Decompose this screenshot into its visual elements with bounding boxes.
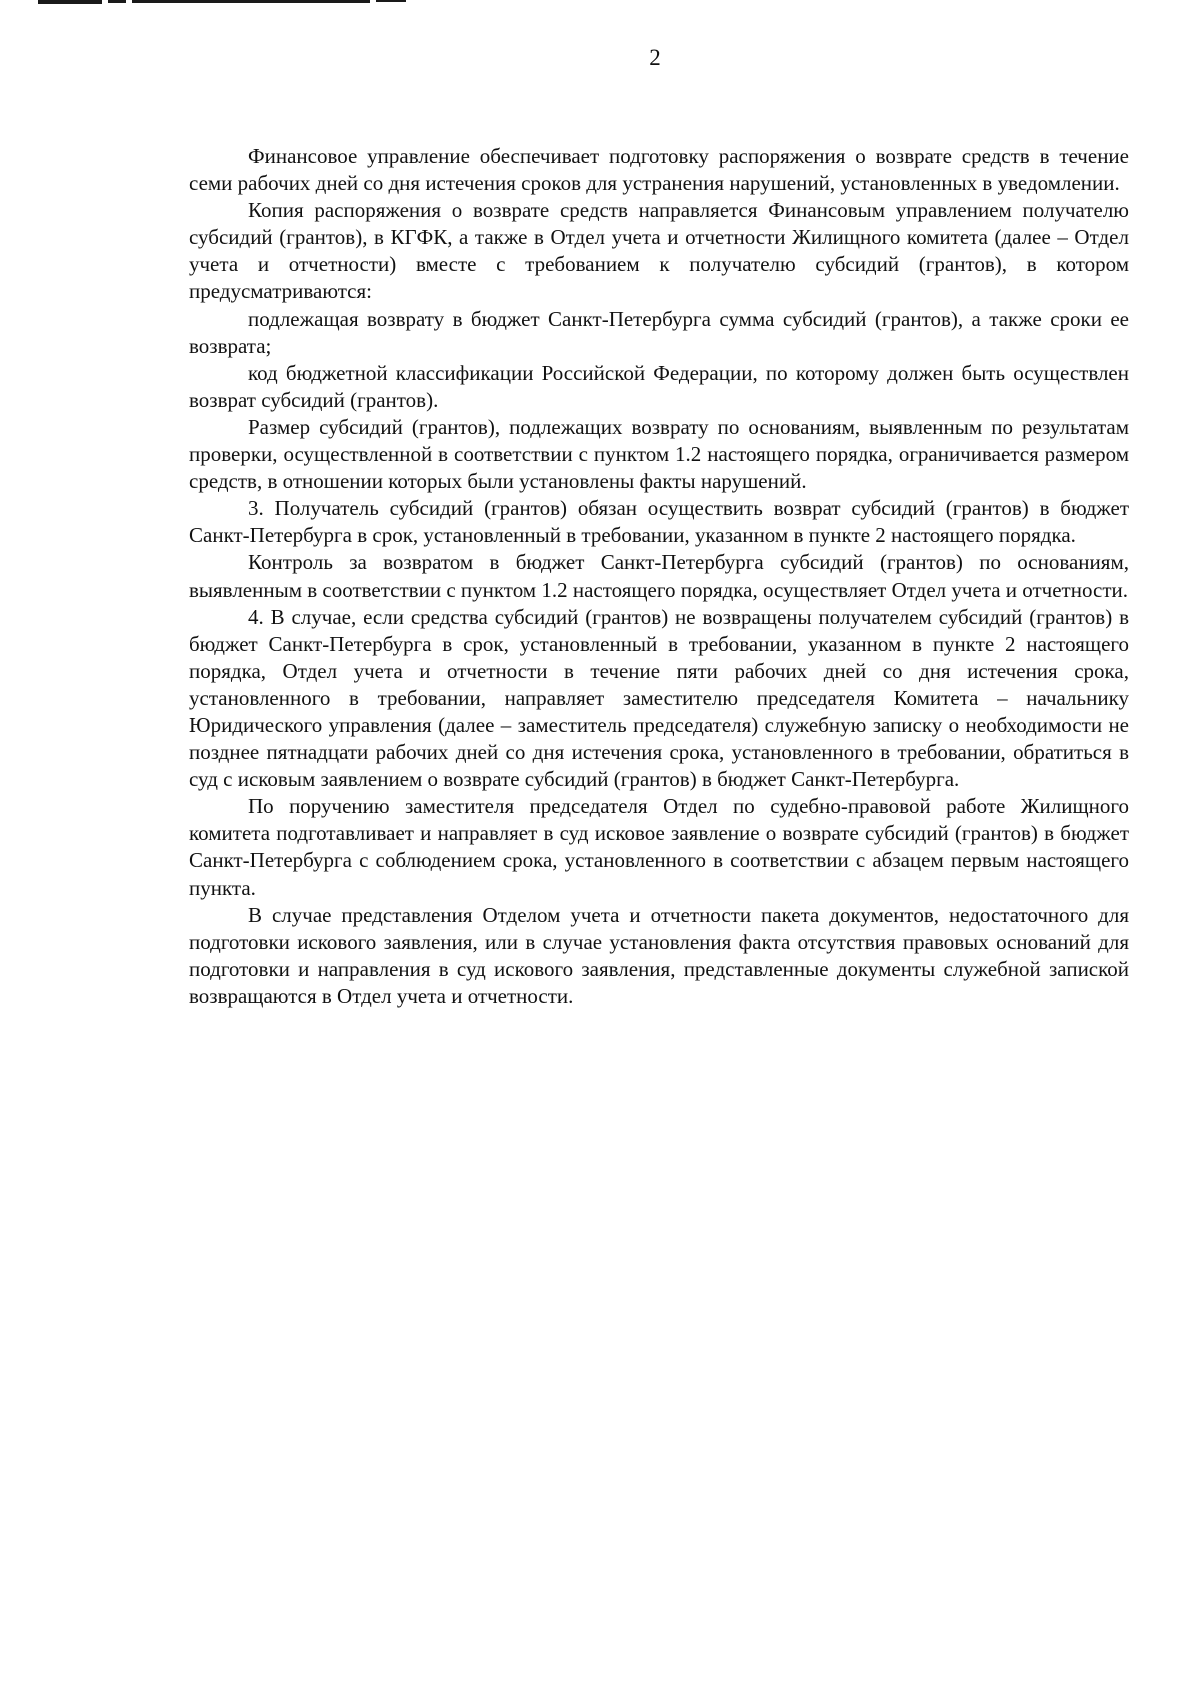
paragraph: По поручению заместителя председателя Отдел по судебно-правовой работе Жилищного комитета подготавливает и направляет в суд исковое заявление о возврате субсидий (грантов) в бюджет Санкт-Петербурга с соблюдением срока, установленного в соответствии с абзацем первым настоящего пункта. — [189, 794, 1129, 900]
paragraph: Копия распоряжения о возврате средств направляется Финансовым управлением получателю субсидий (грантов), в КГФК, а также в Отдел учета и отчетности Жилищного комитета (далее – Отдел учета и отчетности) вместе с требованием к получателю субсидий (грантов), в котором предусматриваются: — [189, 198, 1129, 304]
paragraph: Финансовое управление обеспечивает подготовку распоряжения о возврате средств в течение семи рабочих дней со дня истечения сроков для устранения нарушений, установленных в уведомлении. — [189, 144, 1129, 196]
paragraph: код бюджетной классификации Российской Федерации, по которому должен быть осуществлен возврат субсидий (грантов). — [189, 360, 1129, 412]
paragraph: Контроль за возвратом в бюджет Санкт-Петербурга субсидий (грантов) по основаниям, выявленным в соответствии с пунктом 1.2 настоящего порядка, осуществляет Отдел учета и отчетности. — [189, 550, 1129, 602]
paragraph: 3. Получатель субсидий (грантов) обязан осуществить возврат субсидий (грантов) в бюджет Санкт-Петербурга в срок, установленный в требовании, указанном в пункте 2 настоящего порядка. — [189, 496, 1129, 548]
document-body — [189, 143, 1129, 1010]
paragraph: подлежащая возврату в бюджет Санкт-Петербурга сумма субсидий (грантов), а также сроки ее возврата; — [189, 306, 1129, 358]
paragraph: Размер субсидий (грантов), подлежащих возврату по основаниям, выявленным по результатам проверки, осуществленной в соответствии с пунктом 1.2 настоящего порядка, ограничивается размером средств, в отношении которых были установлены факты нарушений. — [189, 414, 1129, 494]
scan-edge-mark — [376, 0, 406, 2]
scan-edge-mark — [38, 0, 102, 4]
paragraph: 4. В случае, если средства субсидий (грантов) не возвращены получателем субсидий (грантов) в бюджет Санкт-Петербурга в срок, установленный в требовании, указанном в пункте 2 настоящего порядка, Отдел учета и отчетности в течение пяти рабочих дней со дня истечения срока, установленного в требовании, направляет заместителю председателя Комитета – начальнику Юридического управления (далее – заместитель председателя) служебную записку о необходимости не позднее пятнадцати рабочих дней со дня истечения срока, установленного в требовании, обратиться в суд с исковым заявлением о возврате субсидий (грантов) в бюджет Санкт-Петербурга. — [189, 604, 1129, 792]
scan-edge-mark — [108, 0, 126, 3]
page-number: 2 — [649, 45, 661, 70]
paragraph: В случае представления Отделом учета и отчетности пакета документов, недостаточного для подготовки искового заявления, или в случае установления факта отсутствия правовых оснований для подготовки и направления в суд искового заявления, представленные документы служебной запиской возвращаются в Отдел учета и отчетности. — [189, 902, 1129, 1008]
scan-edge-mark — [132, 0, 370, 3]
